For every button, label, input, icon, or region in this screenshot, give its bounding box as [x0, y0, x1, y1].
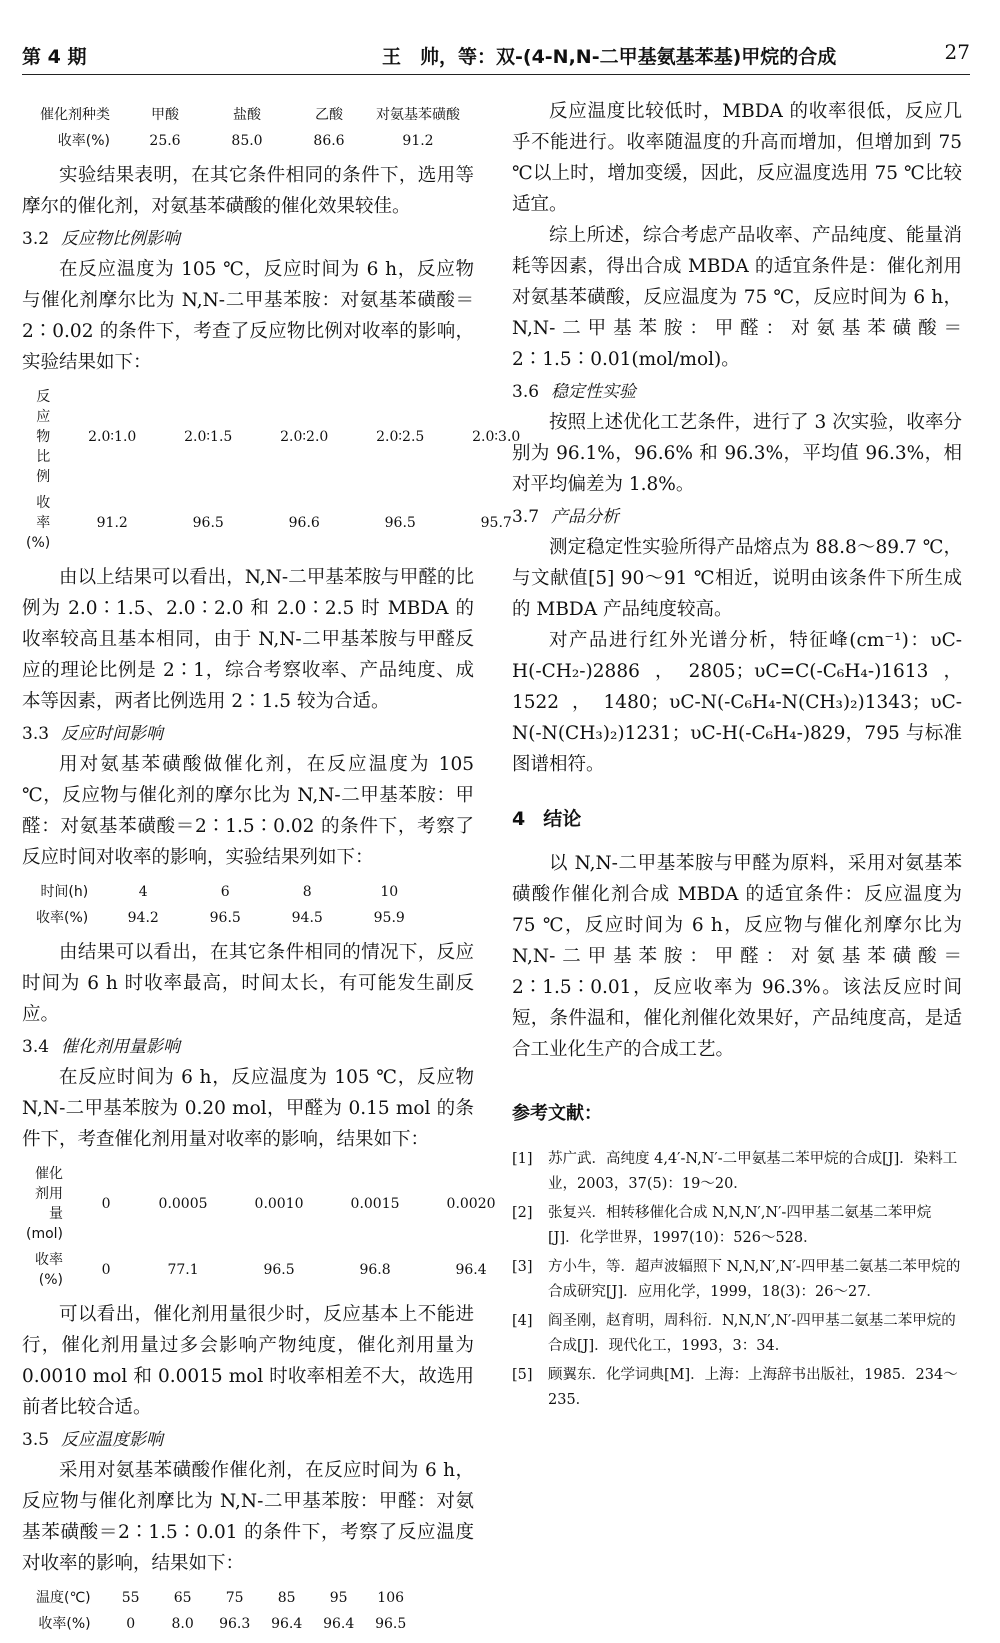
section-heading-3-5 [22, 1425, 474, 1455]
section-number: 3.7 [512, 507, 540, 527]
table-cell: 2.0∶3.0 [472, 429, 521, 445]
page-number: 27 [944, 40, 970, 64]
table-cell: 10 [380, 884, 399, 900]
paragraph: 综上所述，综合考虑产品收率、产品纯度、能量消耗等因素，得出合成 MBDA 的适宜条件是：催化剂用对氨基苯磺酸，反应温度为 75 ℃，反应时间为 6 h，N,N-二甲基苯胺：甲醛：对氨基苯磺酸＝2∶1.5∶0.01(mol/mol)。 [512, 225, 962, 370]
table-cell: 85.0 [231, 133, 263, 149]
table-cell: 65 [173, 1590, 192, 1606]
catalyst-amount-table [26, 1161, 519, 1293]
table-cell: 77.1 [167, 1262, 199, 1278]
section-title: 结论 [543, 808, 582, 830]
paragraph: 由结果可以看出，在其它条件相同的情况下，反应时间为 6 h 时收率最高，时间太长，有可能发生副反应。 [22, 942, 474, 1025]
table-cell: 8.0 [171, 1616, 194, 1632]
table-cell: 0 [101, 1262, 111, 1278]
table-cell: 2.0∶2.5 [376, 429, 425, 445]
section-heading-3-7 [512, 502, 962, 532]
section-title: 稳定性实验 [551, 382, 637, 402]
table-cell: 2.0∶1.0 [88, 429, 137, 445]
reference-text: 顾翼东．化学词典[M]．上海：上海辞书出版社，1985．234～235． [548, 1367, 958, 1408]
table-cell: 55 [121, 1590, 140, 1606]
table-cell: 96.5 [384, 515, 416, 531]
table-row-label: 催化剂用量(mol) [26, 1166, 64, 1242]
reference-text: 阎圣刚，赵育明，周科衍．N,N,N′,N′-四甲基二氨基二苯甲烷的合成[J]．现代化工，1993，3：34． [548, 1313, 956, 1354]
catalyst-type-table [40, 102, 466, 154]
reference-item [512, 1147, 962, 1197]
table-cell: 95 [329, 1590, 348, 1606]
table-cell: 0.0020 [446, 1196, 496, 1212]
paragraph: 用对氨基苯磺酸做催化剂，在反应温度为 105 ℃，反应物与催化剂的摩尔比为 N,N-二甲基苯胺：甲醛：对氨基苯磺酸＝2∶1.5∶0.02 的条件下，考察了反应时间对收率的影响，实验结果列如下： [22, 754, 474, 868]
table-cell: 甲酸 [151, 107, 179, 123]
section-heading-4 [512, 804, 962, 834]
table-cell: 96.5 [263, 1262, 295, 1278]
table-row [36, 1585, 417, 1611]
reference-number: [2] [512, 1205, 533, 1221]
table-cell: 0.0010 [254, 1196, 304, 1212]
table-cell: 盐酸 [233, 107, 261, 123]
section-number: 4 [512, 808, 526, 830]
table-cell: 25.6 [149, 133, 181, 149]
reference-text: 方小牛，等．超声波辐照下 N,N,N′,N′-四甲基二氨基二苯甲烷的合成研究[J]．应用化学，1999，18(3)：26～27． [548, 1259, 961, 1300]
table-cell: 8 [302, 884, 312, 900]
paragraph: 测定稳定性实验所得产品熔点为 88.8～89.7 ℃，与文献值[5] 90～91 ℃相近，说明由该条件下所生成的 MBDA 产品纯度较高。 [512, 537, 962, 620]
reaction-time-table [36, 879, 430, 931]
table-cell: 96.3 [219, 1616, 251, 1632]
reaction-temperature-table [36, 1585, 417, 1637]
reference-number: [1] [512, 1151, 533, 1167]
paragraph: 可以看出，催化剂用量很少时，反应基本上不能进行，催化剂用量过多会影响产物纯度，催化剂用量为 0.0010 mol 和 0.0015 mol 时收率相差不大，故选用前者比较合适。 [22, 1304, 474, 1418]
table-row [40, 102, 466, 128]
table-cell: 86.6 [313, 133, 345, 149]
section-number: 3.4 [22, 1037, 50, 1057]
reference-item [512, 1201, 962, 1251]
table-cell: 96.4 [271, 1616, 303, 1632]
table-row-label: 收率(%) [57, 133, 110, 149]
running-header [22, 40, 970, 75]
paragraph: 按照上述优化工艺条件，进行了 3 次实验，收率分别为 96.1%，96.6% 和 96.3%，平均值 96.3%，相对平均偏差为 1.8%。 [512, 412, 962, 495]
section-heading-3-6 [512, 377, 962, 407]
table-cell: 0 [126, 1616, 136, 1632]
references-heading: 参考文献： [512, 1103, 602, 1124]
paragraph: 采用对氨基苯磺酸作催化剂，在反应时间为 6 h，反应物与催化剂摩比为 N,N-二甲基苯胺：甲醛：对氨基苯磺酸＝2∶1.5∶0.01 的条件下，考察了反应温度对收率的影响，结果如下： [22, 1460, 474, 1574]
paragraph: 实验结果表明，在其它条件相同的条件下，选用等摩尔的催化剂，对氨基苯磺酸的催化效果较佳。 [22, 165, 474, 217]
table-row [40, 128, 466, 154]
table-cell: 96.4 [323, 1616, 355, 1632]
conclusion-paragraph: 以 N,N-二甲基苯胺与甲醛为原料，采用对氨基苯磺酸作催化剂合成 MBDA 的适宜条件：反应温度为 75 ℃，反应时间为 6 h，反应物与催化剂摩尔比为 N,N-二甲基苯胺：甲醛：对氨基苯磺酸＝2∶1.5∶0.01，反应收率为 96.3%。该法反应时间短，条件温和，催化剂催化效果好，产品纯度高，是适合工业化生产的合成工艺。 [512, 853, 962, 1060]
table-row-label: 时间(h) [40, 884, 89, 900]
table-cell: 4 [138, 884, 148, 900]
section-title: 催化剂用量影响 [61, 1037, 181, 1057]
table-cell: 94.2 [127, 910, 159, 926]
section-title: 反应时间影响 [61, 724, 164, 744]
section-number: 3.6 [512, 382, 540, 402]
section-title: 产品分析 [551, 507, 620, 527]
table-cell: 6 [220, 884, 230, 900]
section-number: 3.5 [22, 1430, 50, 1450]
table-row [26, 384, 544, 490]
table-cell: 95.9 [373, 910, 405, 926]
paragraph: 在反应温度为 105 ℃，反应时间为 6 h，反应物与催化剂摩尔比为 N,N-二甲基苯胺：对氨基苯磺酸＝2∶0.02 的条件下，考查了反应物比例对收率的影响，实验结果如下： [22, 259, 474, 373]
right-column [512, 96, 962, 1417]
table-row [36, 879, 430, 905]
table-row-label: 催化剂种类 [40, 107, 110, 123]
table-cell: 95.7 [480, 515, 512, 531]
table-row [36, 1611, 417, 1637]
table-row-label: 收率(%) [35, 1252, 64, 1288]
section-heading-3-2 [22, 224, 474, 254]
references-list [512, 1147, 962, 1413]
table-cell: 0.0005 [158, 1196, 208, 1212]
table-cell: 75 [225, 1590, 244, 1606]
table-cell: 0.0015 [350, 1196, 400, 1212]
reactant-ratio-table [26, 384, 544, 556]
section-title: 反应温度影响 [61, 1430, 164, 1450]
table-cell: 2.0∶2.0 [280, 429, 329, 445]
running-title: 王 帅，等：双-(4-N,N-二甲基氨基苯基)甲烷的合成 [382, 46, 837, 68]
table-cell: 96.5 [192, 515, 224, 531]
table-row [26, 1247, 519, 1293]
table-cell: 96.5 [209, 910, 241, 926]
section-heading-3-4 [22, 1032, 474, 1062]
table-row [36, 905, 430, 931]
paragraph: 由以上结果可以看出，N,N-二甲基苯胺与甲醛的比例为 2.0∶1.5、2.0∶2.0 和 2.0∶2.5 时 MBDA 的收率较高且基本相同，由于 N,N-二甲基苯胺与甲醛反应的理论比例是 2∶1，综合考察收率、产品纯度、成本等因素，两者比例选用 2∶1.5 较为合适。 [22, 567, 474, 712]
table-cell: 对氨基苯磺酸 [376, 107, 460, 123]
section-heading-3-3 [22, 719, 474, 749]
table-cell: 91.2 [402, 133, 434, 149]
left-column [22, 96, 521, 1643]
table-cell: 96.4 [455, 1262, 487, 1278]
reference-number: [4] [512, 1313, 533, 1329]
table-cell: 96.5 [375, 1616, 407, 1632]
section-number: 3.2 [22, 229, 50, 249]
table-row-label: 收率(%) [26, 495, 51, 551]
reference-number: [3] [512, 1259, 533, 1275]
table-row [26, 1161, 519, 1247]
table-cell: 乙酸 [315, 107, 343, 123]
table-row-label: 反应物比例 [36, 389, 51, 485]
table-cell: 96.6 [288, 515, 320, 531]
section-title: 反应物比例影响 [61, 229, 181, 249]
reference-item [512, 1363, 962, 1413]
paragraph: 反应温度比较低时，MBDA 的收率很低，反应几乎不能进行。收率随温度的升高而增加，但增加到 75 ℃以上时，增加变缓，因此，反应温度选用 75 ℃比较适宜。 [512, 101, 962, 215]
reference-text: 张复兴．相转移催化合成 N,N,N′,N′-四甲基二氨基二苯甲烷[J]．化学世界，1997(10)：526～528． [548, 1205, 932, 1246]
table-row [26, 490, 544, 556]
table-row-label: 温度(℃) [36, 1590, 91, 1606]
reference-text: 苏广武．高纯度 4,4′-N,N′-二甲氨基二苯甲烷的合成[J]．染料工业，2003，37(5)：19～20． [548, 1151, 958, 1192]
table-cell: 106 [377, 1590, 405, 1606]
reference-item [512, 1309, 962, 1359]
table-cell: 85 [277, 1590, 296, 1606]
paragraph: 在反应时间为 6 h，反应温度为 105 ℃，反应物 N,N-二甲基苯胺为 0.20 mol，甲醛为 0.15 mol 的条件下，考查催化剂用量对收率的影响，结果如下： [22, 1067, 474, 1150]
table-cell: 0 [101, 1196, 111, 1212]
section-number: 3.3 [22, 724, 50, 744]
table-cell: 94.5 [291, 910, 323, 926]
table-cell: 2.0∶1.5 [184, 429, 233, 445]
table-row-label: 收率(%) [38, 1616, 91, 1632]
table-row-label: 收率(%) [36, 910, 89, 926]
reference-item [512, 1255, 962, 1305]
table-cell: 91.2 [96, 515, 128, 531]
table-cell: 96.8 [359, 1262, 391, 1278]
ir-analysis-paragraph: 对产品进行红外光谱分析，特征峰(cm⁻¹)：υC-H(-CH₂-)2886，2805；υC=C(-C₆H₄-)1613，1522，1480；υC-N(-C₆H₄-N(CH₃)₂)1343；υC-N(-N(CH₃)₂)1231；υC-H(-C₆H₄-)829，795 与标准图谱相符。 [512, 630, 962, 775]
issue-number: 第 4 期 [22, 46, 87, 68]
reference-number: [5] [512, 1367, 533, 1383]
